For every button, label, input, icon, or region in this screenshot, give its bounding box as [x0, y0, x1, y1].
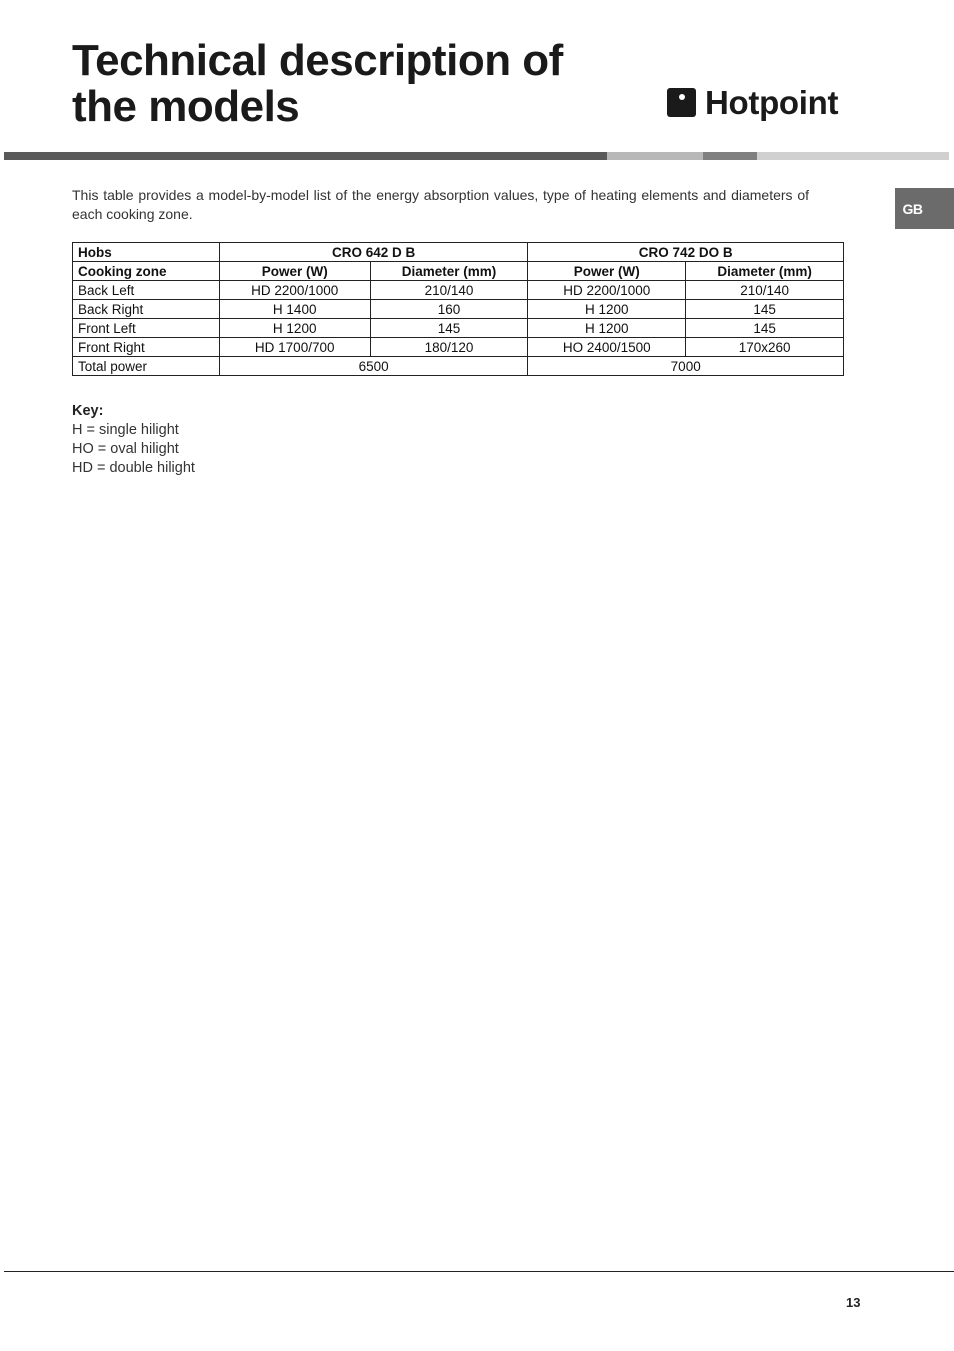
- table-cell: H 1200: [528, 300, 686, 319]
- table-cell: 145: [686, 300, 844, 319]
- header-bar-segment: [703, 152, 757, 160]
- column-label: Power (W): [219, 262, 370, 281]
- column-label: Power (W): [528, 262, 686, 281]
- key-item: H = single hilight: [72, 422, 179, 438]
- table-cell: 210/140: [686, 281, 844, 300]
- table-cell: H 1400: [219, 300, 370, 319]
- zone-cell: Front Left: [73, 319, 220, 338]
- cooking-zone-label: Cooking zone: [73, 262, 220, 281]
- table-cell: HD 2200/1000: [528, 281, 686, 300]
- table-cell: H 1200: [528, 319, 686, 338]
- table-cell: 210/140: [370, 281, 528, 300]
- table-subheader-row: [73, 262, 844, 281]
- page-title-line1: Technical description of: [72, 36, 563, 85]
- table-row: [73, 300, 844, 319]
- total-power-label: Total power: [73, 357, 220, 376]
- header-bar-segment: [757, 152, 949, 160]
- brand-name: Hotpoint: [705, 84, 839, 121]
- hobs-label: Hobs: [73, 243, 220, 262]
- table-cell: 145: [686, 319, 844, 338]
- table-cell: 160: [370, 300, 528, 319]
- header-bar-segment: [607, 152, 703, 160]
- page-title: [72, 38, 563, 130]
- table-cell: 180/120: [370, 338, 528, 357]
- key-legend: [72, 402, 195, 478]
- key-item: HD = double hilight: [72, 460, 195, 476]
- total-power-value: 7000: [528, 357, 844, 376]
- key-title: Key:: [72, 403, 104, 419]
- header-bar-segment: [4, 152, 607, 160]
- intro-paragraph: This table provides a model-by-model list of the energy absorption values, type of heating elements and diameters of each cooking zone.: [72, 187, 809, 222]
- table-cell: HD 1700/700: [219, 338, 370, 357]
- model-heading: CRO 742 DO B: [528, 243, 844, 262]
- spec-table: [72, 242, 844, 376]
- column-label: Diameter (mm): [370, 262, 528, 281]
- page-title-line2: the models: [72, 82, 300, 131]
- table-cell: HO 2400/1500: [528, 338, 686, 357]
- total-power-value: 6500: [219, 357, 528, 376]
- table-cell: HD 2200/1000: [219, 281, 370, 300]
- column-label: Diameter (mm): [686, 262, 844, 281]
- table-cell: H 1200: [219, 319, 370, 338]
- table-cell: 170x260: [686, 338, 844, 357]
- zone-cell: Front Right: [73, 338, 220, 357]
- table-header-row: [73, 243, 844, 262]
- table-row: [73, 319, 844, 338]
- footer-divider: [4, 1271, 954, 1272]
- zone-cell: Back Right: [73, 300, 220, 319]
- zone-cell: Back Left: [73, 281, 220, 300]
- language-tab: GB: [895, 188, 954, 229]
- table-row: [73, 338, 844, 357]
- page-number: 13: [846, 1295, 861, 1310]
- table-row: [73, 281, 844, 300]
- table-cell: 145: [370, 319, 528, 338]
- total-power-row: [73, 357, 844, 376]
- model-heading: CRO 642 D B: [219, 243, 528, 262]
- brand-logo-icon: [667, 88, 696, 117]
- brand-logo: [667, 86, 838, 119]
- key-item: HO = oval hilight: [72, 441, 179, 457]
